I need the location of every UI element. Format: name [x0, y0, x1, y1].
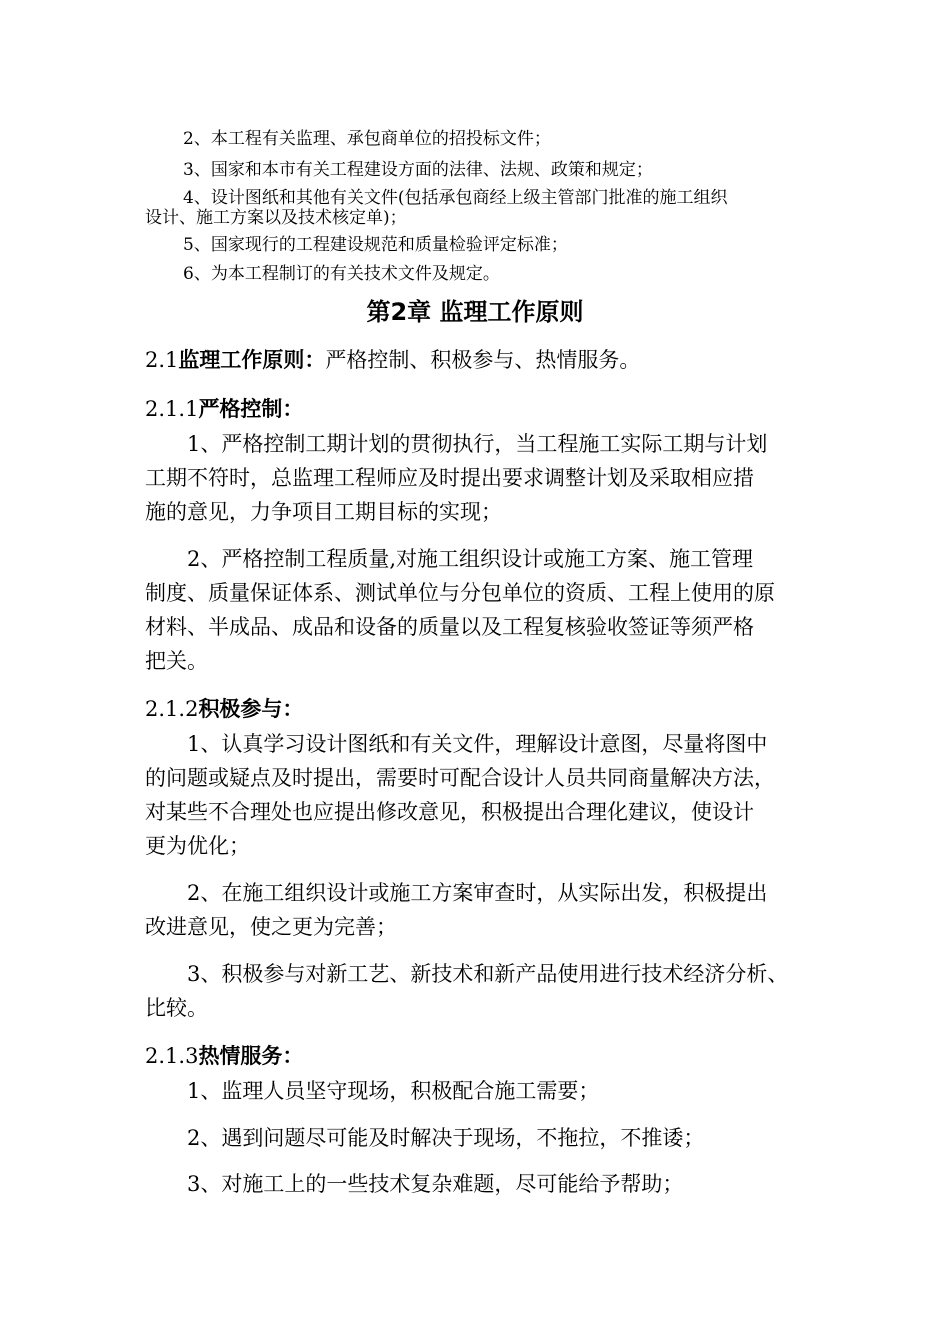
paragraph-line: 2、在施工组织设计或施工方案审查时，从实际出发，积极提出 [187, 881, 768, 905]
list-item: 3、对施工上的一些技术复杂难题，尽可能给予帮助； [187, 1172, 684, 1196]
basis-item-2: 2、本工程有关监理、承包商单位的招投标文件； [183, 129, 551, 149]
section-2-1-2-title [145, 693, 303, 723]
section-2-1-2-number: 2.1.2 [145, 697, 199, 721]
list-item: 2、遇到问题尽可能及时解决于现场，不拖拉，不推诿； [187, 1126, 705, 1150]
basis-item-4-line-1: 4、设计图纸和其他有关文件(包括承包商经上级主管部门批准的施工组织 [183, 188, 728, 208]
basis-item-5: 5、国家现行的工程建设规范和质量检验评定标准； [183, 235, 568, 255]
paragraph-line: 1、认真学习设计图纸和有关文件，理解设计意图，尽量将图中 [187, 732, 768, 756]
chapter-title: 第2章 监理工作原则 [366, 298, 584, 326]
section-2-1-2-heading: 积极参与： [198, 697, 304, 721]
paragraph-line: 改进意见，使之更为完善； [145, 915, 397, 939]
section-2-1-1-number: 2.1.1 [145, 397, 199, 421]
paragraph-line: 把关。 [145, 649, 208, 673]
paragraph-line: 更为优化； [145, 834, 250, 858]
paragraph-line: 的问题或疑点及时提出，需要时可配合设计人员共同商量解决方法， [145, 766, 775, 790]
basis-item-4-line-2: 设计、施工方案以及技术核定单)； [145, 208, 407, 228]
section-2-1-3-number: 2.1.3 [145, 1044, 199, 1068]
paragraph-line: 2、严格控制工程质量,对施工组织设计或施工方案、施工管理 [187, 547, 754, 571]
paragraph-line: 1、严格控制工期计划的贯彻执行，当工程施工实际工期与计划 [187, 432, 768, 456]
section-2-1-1-heading: 严格控制： [198, 397, 304, 421]
section-2-1-number: 2.1 [145, 348, 179, 372]
paragraph-line: 比较。 [145, 996, 208, 1020]
section-2-1-1-title [145, 393, 303, 423]
paragraph-line: 施的意见，力争项目工期目标的实现； [145, 500, 502, 524]
section-2-1-text: 严格控制、积极参与、热情服务。 [325, 348, 641, 372]
section-2-1-3-title [145, 1040, 303, 1070]
basis-item-6: 6、为本工程制订的有关技术文件及规定。 [183, 264, 500, 284]
paragraph-line: 制度、质量保证体系、测试单位与分包单位的资质、工程上使用的原 [145, 581, 775, 605]
section-2-1 [145, 344, 640, 374]
paragraph-line: 材料、半成品、成品和设备的质量以及工程复核验收签证等须严格 [145, 615, 754, 639]
section-2-1-3-heading: 热情服务： [198, 1044, 304, 1068]
paragraph-line: 对某些不合理处也应提出修改意见，积极提出合理化建议，使设计 [145, 800, 754, 824]
section-2-1-heading: 监理工作原则： [178, 348, 326, 372]
paragraph-line: 工期不符时，总监理工程师应及时提出要求调整计划及采取相应措 [145, 466, 754, 490]
basis-item-3: 3、国家和本市有关工程建设方面的法律、法规、政策和规定； [183, 160, 653, 180]
list-item: 1、监理人员坚守现场，积极配合施工需要； [187, 1079, 600, 1103]
paragraph-line: 3、积极参与对新工艺、新技术和新产品使用进行技术经济分析、 [187, 962, 789, 986]
